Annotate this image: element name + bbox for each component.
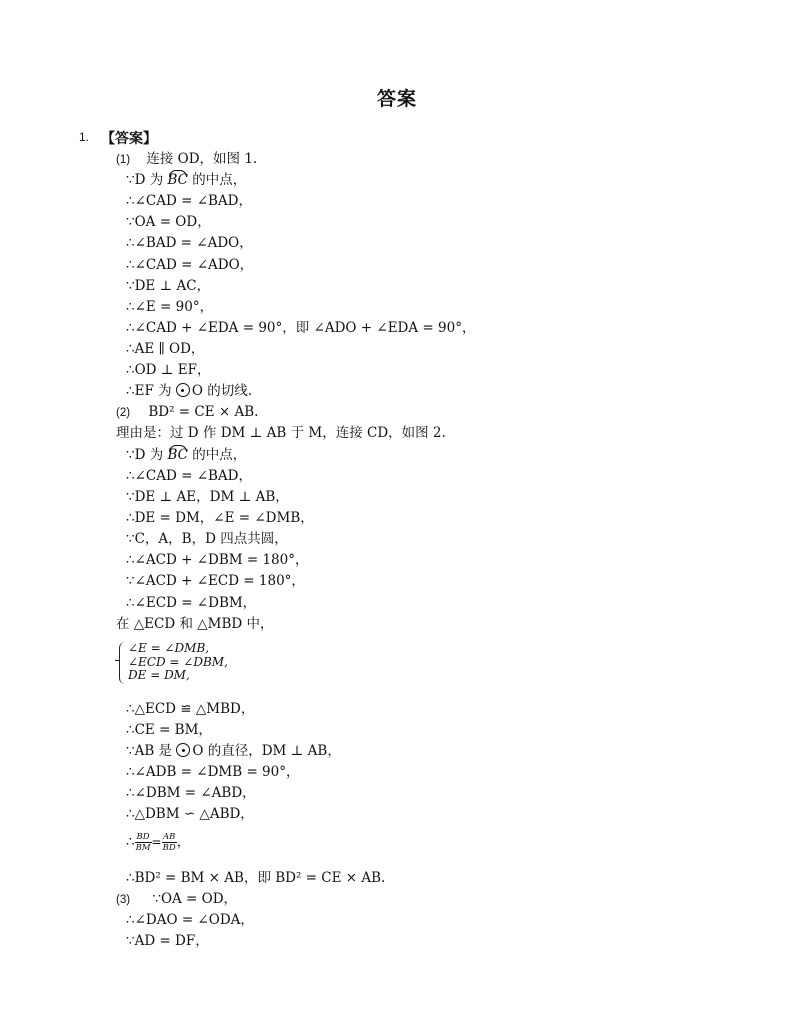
answer-line: ∴∠BAD = ∠ADO， (126, 235, 253, 251)
system-row: ∠ECD = ∠DBM, (128, 654, 228, 669)
answer-line: ∵D 为 BC 的中点， (126, 447, 247, 463)
answer-line (116, 150, 257, 169)
answer-line: ∴∠DBM = ∠ABD， (126, 785, 256, 801)
fraction (162, 832, 177, 853)
arc-notation: BC (167, 447, 189, 463)
answer-line: ∴△ECD ≌ △MBD， (126, 701, 255, 717)
answer-line: ∴∠ECD = ∠DBM， (126, 595, 257, 611)
answer-header: 【答案】 (101, 131, 157, 147)
line-text: ∵OA = OD， (152, 891, 238, 907)
answer-line: ∴∠CAD = ∠BAD， (126, 468, 253, 484)
system-row: ∠E = ∠DMB, (128, 641, 210, 655)
answer-line: ∴∠ADB = ∠DMB = 90°， (126, 764, 300, 780)
fraction (135, 832, 152, 853)
answer-line: ∵OA = OD， (126, 214, 211, 230)
part-number: (3) (116, 894, 131, 906)
part-number: (2) (116, 407, 131, 419)
answer-line (126, 832, 190, 853)
circle-symbol-icon (176, 743, 190, 757)
fraction-denominator: BM (135, 843, 151, 853)
fraction-denominator: BD (162, 843, 176, 853)
answer-line: ∴DE = DM，∠E = ∠DMB， (126, 510, 314, 526)
answer-line: ∵∠ACD + ∠ECD = 180°， (126, 573, 305, 589)
answer-line: ∵D 为 BC 的中点， (126, 172, 247, 188)
answer-line: ∴∠CAD = ∠BAD， (126, 193, 253, 209)
part-number: (1) (116, 154, 131, 166)
fraction-numerator: BD (136, 832, 150, 842)
line-text: ， (176, 834, 191, 850)
question-number: 1. (79, 130, 90, 144)
line-text: 连接 OD，如图 1. (146, 151, 258, 167)
answer-line: ∴∠CAD = ∠ADO， (126, 257, 254, 273)
answer-line: ∵DE ⊥ AC， (126, 278, 211, 294)
line-text: O 的切线. (191, 383, 253, 399)
page-title: 答案 (376, 88, 417, 110)
answer-line: ∵C，A，B，D 四点共圆， (126, 531, 288, 547)
answer-line: ∵AD = DF， (126, 933, 209, 949)
answer-line: 理由是：过 D 作 DM ⊥ AB 于 M，连接 CD，如图 2. (116, 425, 446, 441)
answer-line: ∴∠DAO = ∠ODA， (126, 912, 254, 928)
line-text: ∵AB 是 (126, 743, 173, 759)
answer-line (116, 890, 237, 909)
brace-icon (119, 642, 126, 684)
circle-symbol-icon (176, 383, 190, 397)
system-row: DE = DM, (128, 668, 190, 682)
answer-line: ∴BD² = BM × AB，即 BD² = CE × AB. (126, 870, 386, 886)
line-text: BD² = CE × AB. (148, 404, 259, 420)
answer-line: ∴∠CAD + ∠EDA = 90°，即 ∠ADO + ∠EDA = 90°， (126, 320, 476, 336)
answer-line: ∴△DBM ∽ △ABD， (126, 806, 254, 822)
answer-line: ∴CE = BM， (126, 722, 212, 738)
line-text: ∴EF 为 (126, 383, 172, 399)
line-text: ∴ (126, 834, 135, 850)
line-text: O 的直径，DM ⊥ AB， (192, 743, 341, 759)
fraction-numerator: AB (162, 832, 176, 842)
answer-line (126, 742, 341, 760)
equals-sign: = (151, 835, 162, 849)
arc-notation: BC (167, 172, 189, 188)
answer-line (126, 382, 252, 400)
answer-line: ∴AE ∥ OD， (126, 341, 205, 357)
answer-line: ∴OD ⊥ EF， (126, 362, 211, 378)
answer-line: ∴∠ACD + ∠DBM = 180°， (126, 552, 309, 568)
answer-line: ∴∠E = 90°， (126, 299, 214, 315)
answer-line (116, 403, 258, 422)
answer-line: ∵DE ⊥ AE，DM ⊥ AB， (126, 489, 289, 505)
answer-line: 在 △ECD 和 △MBD 中， (116, 616, 274, 632)
